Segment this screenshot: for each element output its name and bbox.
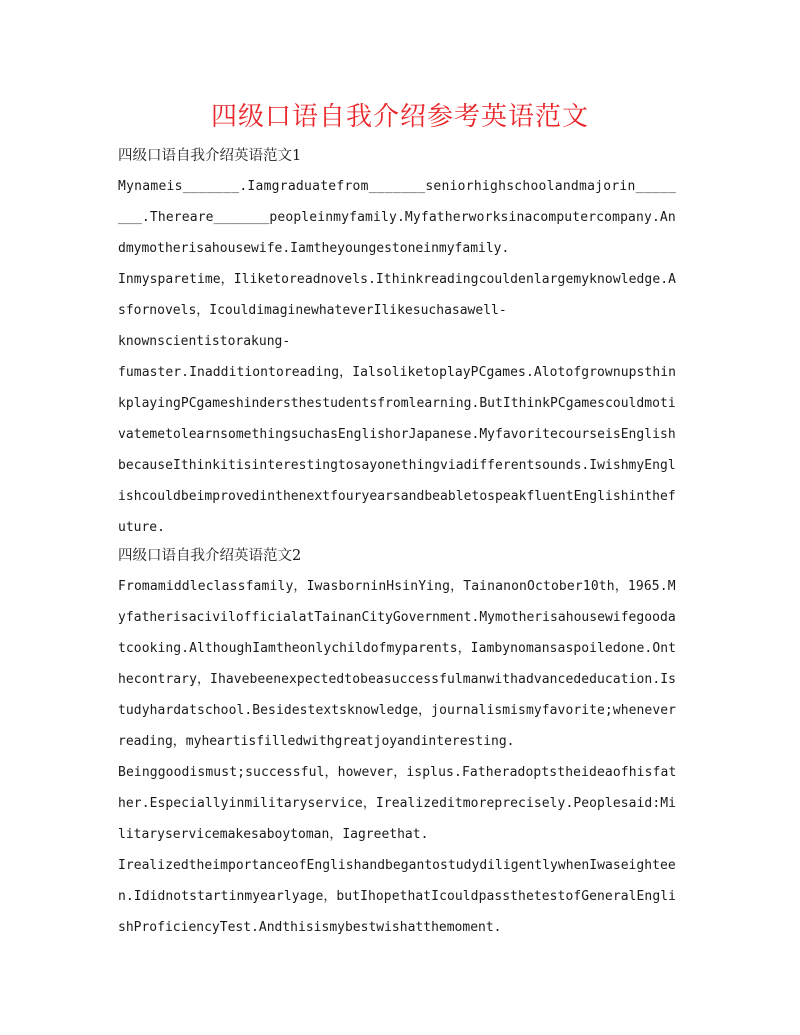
paragraph-line: vatemetolearnsomethingsuchasEnglishorJapanese.MyfavoritecourseisEnglish (118, 427, 676, 442)
paragraph-line: Fromamiddleclassfamily，IwasborninHsinYing，TainanonOctober10th，1965.M (118, 579, 676, 594)
paragraph-line: Beinggoodismust;successful，however，isplus.Fatheradoptstheideaofhisfat (118, 765, 677, 780)
paragraph-line: litaryservicemakesaboytoman，Iagreethat. (118, 827, 429, 842)
paragraph-line: her.Especiallyinmilitaryservice，Irealizeditmoreprecisely.Peoplesaid:Mi (118, 796, 677, 811)
paragraph-line: shProficiencyTest.Andthisismybestwishatthemoment. (118, 920, 502, 935)
paragraph-line: Inmysparetime，Iliketoreadnovels.Ithinkreadingcouldenlargemyknowledge.A (118, 272, 677, 287)
section-1-heading: 四级口语自我介绍英语范文1 (118, 148, 302, 164)
paragraph-line: n.Ididnotstartinmyearlyage，butIhopethatIcouldpassthetestofGeneralEngli (118, 889, 677, 904)
paragraph-line: knownscientistorakung- (118, 334, 291, 349)
paragraph-line: sfornovels，IcouldimaginewhateverIlikesuchasawell- (118, 303, 507, 318)
document-title: 四级口语自我介绍参考英语范文 (210, 102, 589, 132)
paragraph-line: ___.Thereare_______peopleinmyfamily.Myfatherworksinacomputercompany.An (118, 210, 676, 225)
paragraph-line: fumaster.Inadditiontoreading，IalsoliketoplayPCgames.Alotofgrownupsthin (118, 365, 677, 380)
paragraph-line: hecontrary，Ihavebeenexpectedtobeasuccessfulmanwithadvancededucation.Is (118, 672, 677, 687)
paragraph-line: tcooking.AlthoughIamtheonlychildofmyparents，Iambynomansaspoiledone.Ont (118, 641, 677, 656)
paragraph-line: kplayingPCgameshindersthestudentsfromlearning.ButIthinkPCgamescouldmoti (118, 396, 676, 411)
paragraph-line: uture. (118, 520, 165, 535)
paragraph-line: becauseIthinkitisinterestingtosayonethingviadifferentsounds.IwishmyEngl (118, 458, 676, 473)
section-2-heading: 四级口语自我介绍英语范文2 (118, 548, 302, 564)
paragraph-line: Mynameis_______.Iamgraduatefrom_______seniorhighschoolandmajorin_____ (118, 179, 677, 194)
paragraph-line: ishcouldbeimprovedinthenextfouryearsandbeabletospeakfluentEnglishinthef (118, 489, 676, 504)
paragraph-line: dmymotherisahousewife.Iamtheyoungestoneinmyfamily. (118, 241, 510, 256)
paragraph-line: IrealizedtheimportanceofEnglishandbegantostudydiligentlywhenIwaseightee (118, 858, 676, 873)
paragraph-line: tudyhardatschool.Besidestextsknowledge，journalismismyfavorite;whenever (118, 703, 677, 718)
paragraph-line: yfatherisacivilofficialatTainanCityGovernment.Mymotherisahousewifegooda (118, 610, 676, 625)
paragraph-line: reading，myheartisfilledwithgreatjoyandinteresting. (118, 734, 515, 749)
